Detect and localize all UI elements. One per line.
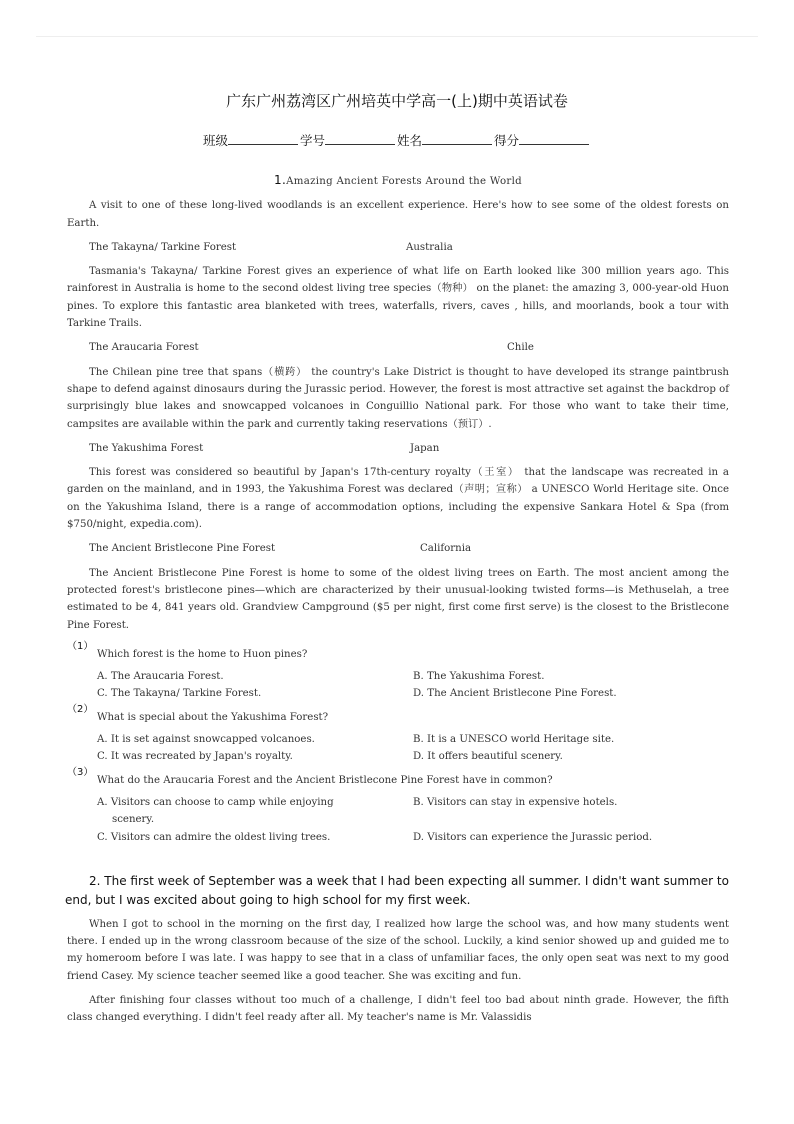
forest-heading [67, 540, 729, 557]
option-c[interactable]: C. Visitors can admire the oldest living trees. [97, 831, 331, 843]
option-a[interactable]: A. The Araucaria Forest. [97, 671, 224, 683]
forest-name: The Ancient Bristlecone Pine Forest [89, 543, 276, 555]
question-number: （3） [67, 766, 94, 778]
option-a[interactable]: A. Visitors can choose to camp while enjoying scenery. [97, 796, 334, 826]
exam-body [67, 172, 729, 1034]
question [67, 766, 729, 789]
name-label: 姓名 [397, 133, 423, 148]
q1-intro: A visit to one of these long-lived woodlands is an excellent experience. Here's how to see some of the oldest forests on Earth. [67, 200, 729, 229]
question-number: （1） [67, 640, 94, 652]
option-a[interactable]: A. It is set against snowcapped volcanoes. [97, 734, 315, 746]
id-blank [325, 133, 395, 145]
forest-name: The Takayna/ Tarkine Forest [89, 241, 237, 253]
options-grid [67, 794, 729, 846]
question-text: What do the Araucaria Forest and the Ancient Bristlecone Pine Forest have in common? [97, 774, 553, 786]
option-b[interactable]: B. It is a UNESCO world Heritage site. [413, 734, 615, 746]
forest-paragraph: The Chilean pine tree that spans（横跨） the country's Lake District is thought to have developed its strange paintbrush shape to defend against dinosaurs during the Jurassic period. However, the forest is most attractive set against the backdrop of surprisingly blue lakes and snowcapped volcanoes in Conguillio National park. For those who want to take their time, campsites are available within the park and currently taking reservations（预订）. [67, 366, 729, 430]
class-label: 班级 [202, 133, 228, 148]
q2-paragraph: After finishing four classes without too much of a challenge, I didn't feel too bad about ninth grade. However, the fifth class changed everything. I didn't feel ready after all. My teacher's name is Mr. Valassidis [67, 994, 729, 1024]
option-c[interactable]: C. It was recreated by Japan's royalty. [97, 751, 293, 763]
forest-heading [67, 440, 729, 457]
class-blank [228, 133, 298, 145]
option-d[interactable]: D. The Ancient Bristlecone Pine Forest. [413, 688, 617, 700]
forest-paragraph: Tasmania's Takayna/ Tarkine Forest gives an experience of what life on Earth looked like 300 million years ago. This rainforest in Australia is home to the second oldest living tree species（物种） on the planet: the amazing 3, 000-year-old Huon pines. To explore this fantastic area blanketed with trees, waterfalls, rivers, caves , hills, and moorlands, book a tour with Tarkine Trails. [67, 266, 729, 330]
forest-place: California [420, 543, 472, 555]
question-number: （2） [67, 703, 94, 715]
question [67, 703, 729, 726]
option-d[interactable]: D. It offers beautiful scenery. [413, 751, 563, 763]
forest-paragraph: This forest was considered so beautiful by Japan's 17th-century royalty（王室） that the landscape was recreated in a garden on the mainland, and in 1993, the Yakushima Forest was declared（声明；宣称） a UNESCO World Heritage site. Once on the Yakushima Island, there is a range of accommodation options, including the expensive Sankara Hotel & Spa (from $750/night, expedia.com). [67, 467, 729, 531]
option-b[interactable]: B. Visitors can stay in expensive hotels. [413, 796, 618, 808]
options-grid [67, 731, 729, 766]
forest-place: Japan [410, 442, 440, 454]
question-text: What is special about the Yakushima Forest? [97, 711, 329, 723]
question [67, 640, 729, 663]
forest-heading [67, 239, 729, 256]
options-grid [67, 668, 729, 703]
option-d[interactable]: D. Visitors can experience the Jurassic period. [413, 831, 653, 843]
forest-paragraph: The Ancient Bristlecone Pine Forest is home to some of the oldest living trees on Earth. The most ancient among the protected forest's bristlecone pines—which are characterized by their unusual-looking twisted forms—is Methuselah, a tree estimated to be 4, 841 years old. Grandview Campground ($5 per night, first come first serve) is the closest to the Bristlecone Pine Forest. [67, 567, 729, 631]
forest-name: The Araucaria Forest [89, 342, 199, 354]
top-divider [36, 36, 758, 37]
q1-title [67, 172, 729, 190]
q1-number: 1. [274, 173, 287, 187]
q2-heading: 2. The first week of September was a week that I had been expecting all summer. I didn't want summer to end, but I was excited about going to high school for my first week. [65, 873, 729, 907]
score-label: 得分 [494, 133, 520, 148]
forest-place: Chile [507, 342, 534, 354]
id-label: 学号 [299, 133, 325, 148]
question-text: Which forest is the home to Huon pines? [97, 648, 308, 660]
option-c[interactable]: C. The Takayna/ Tarkine Forest. [97, 688, 262, 700]
q2-paragraph: When I got to school in the morning on the first day, I realized how large the school was, and how many students went there. I ended up in the wrong classroom because of the size of the school. Luckily, a kind senior showed up and guided me to my homeroom before I was late. I was happy to see that in a class of unfamiliar faces, the only open seat was next to my good friend Casey. My science teacher seemed like a good teacher. She was exciting and fun. [67, 918, 729, 982]
forest-name: The Yakushima Forest [89, 442, 204, 454]
exam-title: 广东广州荔湾区广州培英中学高一(上)期中英语试卷 [226, 92, 568, 110]
option-b[interactable]: B. The Yakushima Forest. [413, 671, 545, 683]
student-info-line [0, 131, 794, 149]
score-blank [519, 133, 589, 145]
q1-title-text: Amazing Ancient Forests Around the World [286, 176, 522, 187]
name-blank [422, 133, 492, 145]
forest-place: Australia [406, 241, 453, 253]
forest-heading [67, 339, 729, 356]
